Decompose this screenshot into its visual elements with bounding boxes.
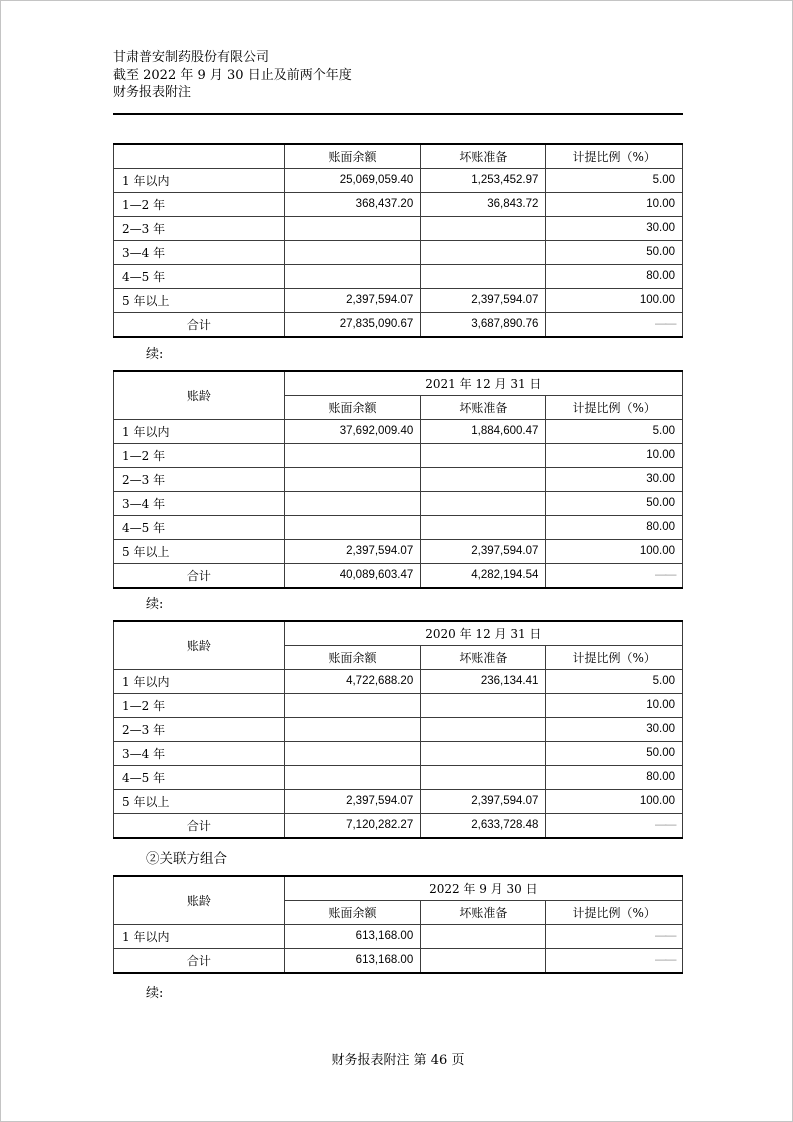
ratio-header: 计提比例（%） xyxy=(546,900,683,924)
total-row xyxy=(114,563,683,588)
provision-cell xyxy=(421,443,546,467)
provision-cell xyxy=(421,741,546,765)
total-label-cell: 合计 xyxy=(114,312,285,337)
table-row xyxy=(114,741,683,765)
provision-header: 坏账准备 xyxy=(421,900,546,924)
ratio-cell: 50.00 xyxy=(546,491,683,515)
table-row xyxy=(114,765,683,789)
balance-cell: 613,168.00 xyxy=(284,948,421,973)
balance-cell: 2,397,594.07 xyxy=(284,539,421,563)
provision-cell xyxy=(421,515,546,539)
balance-cell: 27,835,090.67 xyxy=(284,312,421,337)
balance-cell: 2,397,594.07 xyxy=(284,789,421,813)
table-row xyxy=(114,669,683,693)
table-row xyxy=(114,491,683,515)
continuation-label: 续: xyxy=(146,346,164,362)
age-cell: 1—2 年 xyxy=(114,693,285,717)
age-header: 账龄 xyxy=(114,876,285,925)
balance-cell: 2,397,594.07 xyxy=(284,288,421,312)
ratio-cell: 100.00 xyxy=(546,288,683,312)
table-row xyxy=(114,168,683,192)
provision-cell xyxy=(421,264,546,288)
age-cell: 5 年以上 xyxy=(114,288,285,312)
ratio-cell: 100.00 xyxy=(546,539,683,563)
table-row xyxy=(114,443,683,467)
provision-cell: 1,253,452.97 xyxy=(421,168,546,192)
provision-cell: 4,282,194.54 xyxy=(421,563,546,588)
date-header: 2020 年 12 月 31 日 xyxy=(284,621,682,646)
age-cell: 1—2 年 xyxy=(114,443,285,467)
ratio-cell: 80.00 xyxy=(546,515,683,539)
age-cell: 1 年以内 xyxy=(114,168,285,192)
provision-cell xyxy=(421,693,546,717)
age-header-empty xyxy=(114,144,285,169)
balance-cell xyxy=(284,491,421,515)
date-header: 2022 年 9 月 30 日 xyxy=(284,876,682,901)
document-header xyxy=(113,49,683,102)
table-row xyxy=(114,288,683,312)
table-row xyxy=(114,264,683,288)
section-note-related-party: ②关联方组合 xyxy=(146,850,227,867)
age-header: 账龄 xyxy=(114,621,285,670)
ratio-header: 计提比例（%） xyxy=(546,645,683,669)
age-cell: 2—3 年 xyxy=(114,717,285,741)
date-header: 2021 年 12 月 31 日 xyxy=(284,371,682,396)
table-row xyxy=(114,515,683,539)
balance-cell: 40,089,603.47 xyxy=(284,563,421,588)
age-cell: 2—3 年 xyxy=(114,216,285,240)
table-row xyxy=(114,467,683,491)
table-row xyxy=(114,192,683,216)
age-header: 账龄 xyxy=(114,371,285,420)
balance-cell xyxy=(284,765,421,789)
company-name: 甘肃普安制药股份有限公司 xyxy=(113,50,270,65)
total-label-cell: 合计 xyxy=(114,813,285,838)
total-row xyxy=(114,948,683,973)
provision-cell: 3,687,890.76 xyxy=(421,312,546,337)
aging-table-2020 xyxy=(113,620,683,839)
doc-title: 财务报表附注 xyxy=(113,85,192,100)
age-cell: 3—4 年 xyxy=(114,741,285,765)
table-row xyxy=(114,419,683,443)
ratio-header: 计提比例（%） xyxy=(546,144,683,169)
ratio-cell: 5.00 xyxy=(546,419,683,443)
age-cell: 1 年以内 xyxy=(114,419,285,443)
age-cell: 2—3 年 xyxy=(114,467,285,491)
page-footer: 财务报表附注 第 46 页 xyxy=(331,1052,465,1068)
ratio-cell: 80.00 xyxy=(546,765,683,789)
date-header-row xyxy=(114,371,683,396)
ratio-header: 计提比例（%） xyxy=(546,395,683,419)
balance-header: 账面余额 xyxy=(284,900,421,924)
aging-table-2022-initial xyxy=(113,143,683,338)
total-row xyxy=(114,813,683,838)
balance-cell xyxy=(284,515,421,539)
total-row xyxy=(114,312,683,337)
ratio-cell: —— xyxy=(546,948,683,973)
total-label-cell: 合计 xyxy=(114,948,285,973)
balance-header: 账面余额 xyxy=(284,395,421,419)
aging-table-2021 xyxy=(113,370,683,589)
age-cell: 1—2 年 xyxy=(114,192,285,216)
provision-cell xyxy=(421,240,546,264)
table-row xyxy=(114,240,683,264)
age-cell: 5 年以上 xyxy=(114,789,285,813)
provision-cell: 2,397,594.07 xyxy=(421,288,546,312)
ratio-cell: 5.00 xyxy=(546,168,683,192)
ratio-cell: 100.00 xyxy=(546,789,683,813)
balance-cell: 613,168.00 xyxy=(284,924,421,948)
table-row xyxy=(114,693,683,717)
provision-cell xyxy=(421,948,546,973)
column-header-row xyxy=(114,144,683,169)
age-cell: 3—4 年 xyxy=(114,240,285,264)
ratio-cell: 50.00 xyxy=(546,741,683,765)
ratio-cell: 10.00 xyxy=(546,443,683,467)
balance-cell xyxy=(284,741,421,765)
provision-cell: 2,633,728.48 xyxy=(421,813,546,838)
balance-cell: 25,069,059.40 xyxy=(284,168,421,192)
age-cell: 1 年以内 xyxy=(114,924,285,948)
balance-cell xyxy=(284,216,421,240)
provision-cell xyxy=(421,467,546,491)
table-row xyxy=(114,789,683,813)
related-party-table-2022 xyxy=(113,875,683,974)
balance-header: 账面余额 xyxy=(284,645,421,669)
balance-cell xyxy=(284,693,421,717)
header-rule xyxy=(113,113,683,115)
balance-cell: 7,120,282.27 xyxy=(284,813,421,838)
table-row xyxy=(114,924,683,948)
provision-cell: 2,397,594.07 xyxy=(421,539,546,563)
provision-cell xyxy=(421,491,546,515)
reporting-period: 截至 2022 年 9 月 30 日止及前两个年度 xyxy=(113,67,352,83)
provision-cell: 36,843.72 xyxy=(421,192,546,216)
table-row xyxy=(114,216,683,240)
provision-cell xyxy=(421,717,546,741)
table-row xyxy=(114,539,683,563)
ratio-cell: 5.00 xyxy=(546,669,683,693)
provision-cell xyxy=(421,765,546,789)
age-cell: 4—5 年 xyxy=(114,515,285,539)
age-cell: 4—5 年 xyxy=(114,765,285,789)
balance-cell xyxy=(284,467,421,491)
provision-cell: 236,134.41 xyxy=(421,669,546,693)
ratio-cell: 30.00 xyxy=(546,467,683,491)
age-cell: 3—4 年 xyxy=(114,491,285,515)
ratio-cell: 30.00 xyxy=(546,717,683,741)
ratio-cell: —— xyxy=(546,563,683,588)
age-cell: 5 年以上 xyxy=(114,539,285,563)
ratio-cell: —— xyxy=(546,312,683,337)
date-header-row xyxy=(114,621,683,646)
balance-cell: 4,722,688.20 xyxy=(284,669,421,693)
balance-cell xyxy=(284,443,421,467)
provision-cell: 1,884,600.47 xyxy=(421,419,546,443)
balance-cell: 37,692,009.40 xyxy=(284,419,421,443)
table-row xyxy=(114,717,683,741)
continuation-label: 续: xyxy=(146,596,164,612)
balance-cell xyxy=(284,264,421,288)
balance-cell xyxy=(284,240,421,264)
provision-cell xyxy=(421,924,546,948)
date-header-row xyxy=(114,876,683,901)
ratio-cell: 10.00 xyxy=(546,192,683,216)
balance-cell xyxy=(284,717,421,741)
continuation-label: 续: xyxy=(146,985,164,1001)
age-cell: 4—5 年 xyxy=(114,264,285,288)
total-label-cell: 合计 xyxy=(114,563,285,588)
provision-header: 坏账准备 xyxy=(421,645,546,669)
ratio-cell: —— xyxy=(546,813,683,838)
provision-cell xyxy=(421,216,546,240)
provision-header: 坏账准备 xyxy=(421,395,546,419)
balance-header: 账面余额 xyxy=(284,144,421,169)
ratio-cell: 50.00 xyxy=(546,240,683,264)
age-cell: 1 年以内 xyxy=(114,669,285,693)
ratio-cell: 30.00 xyxy=(546,216,683,240)
balance-cell: 368,437.20 xyxy=(284,192,421,216)
ratio-cell: 80.00 xyxy=(546,264,683,288)
provision-cell: 2,397,594.07 xyxy=(421,789,546,813)
provision-header: 坏账准备 xyxy=(421,144,546,169)
ratio-cell: 10.00 xyxy=(546,693,683,717)
ratio-cell: —— xyxy=(546,924,683,948)
